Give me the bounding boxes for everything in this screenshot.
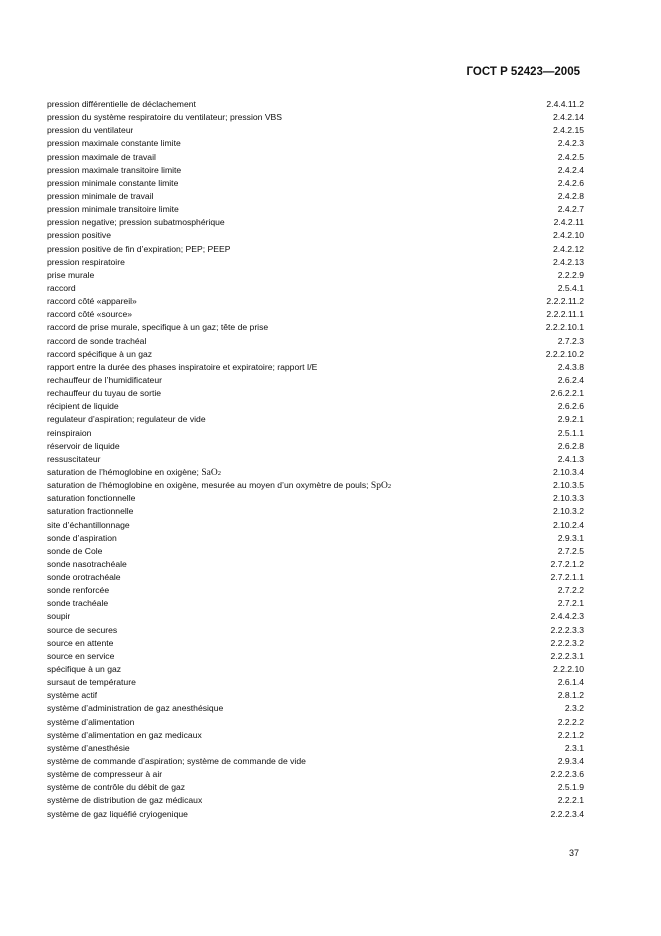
index-entry: [47, 269, 584, 282]
index-reference: 2.4.2.3: [557, 138, 584, 149]
index-reference: 2.4.4.2.3: [550, 611, 584, 622]
index-term: [47, 348, 152, 361]
index-reference: 2.4.2.5: [557, 151, 584, 162]
formula-base: SaO: [201, 467, 218, 478]
index-entry: [47, 387, 584, 400]
index-term-text: système d’alimentation: [47, 716, 135, 727]
index-reference: 2.4.2.7: [557, 204, 584, 215]
index-entry: [47, 650, 584, 663]
index-term-text: pression minimale constante limite: [47, 177, 179, 188]
index-entry: [47, 98, 584, 111]
index-entry: [47, 492, 584, 505]
index-reference: 2.9.2.1: [557, 414, 584, 425]
index-term: [47, 532, 117, 545]
index-term-text: saturation fractionnelle: [47, 506, 134, 517]
index-reference: 2.2.2.11.1: [546, 309, 584, 320]
index-entry: [47, 532, 584, 545]
index-reference: 2.3.2: [564, 703, 584, 714]
index-term: [47, 492, 135, 505]
index-term-text: sonde d’aspiration: [47, 532, 117, 543]
index-reference: 2.7.2.1.1: [550, 572, 584, 583]
index-entry: [47, 427, 584, 440]
index-term-text: raccord côté «source»: [47, 309, 133, 320]
index-term-text: site d’échantillonnage: [47, 519, 130, 530]
index-entry: [47, 348, 584, 361]
index-reference: 2.7.2.5: [557, 545, 584, 556]
index-reference: 2.7.2.2: [557, 585, 584, 596]
index-term-text: regulateur d’aspiration; regulateur de vide: [47, 414, 206, 425]
index-term-text: pression du ventilateur: [47, 125, 134, 136]
index-term-text: sonde de Cole: [47, 545, 103, 556]
index-term: [47, 282, 76, 295]
index-entry: [47, 321, 584, 334]
index-term-text: rapport entre la durée des phases inspiratoire et expiratoire; rapport I/E: [47, 361, 318, 372]
index-term: [47, 361, 317, 374]
index-reference: 2.4.2.8: [557, 190, 584, 201]
index-entry: [47, 164, 584, 177]
index-entry: [47, 689, 584, 702]
index-entry: [47, 597, 584, 610]
index-term-text: pression différentielle de déclachement: [47, 99, 196, 109]
index-term: [47, 755, 306, 768]
index-entry: [47, 203, 584, 216]
index-term: [47, 768, 162, 781]
index-entry: [47, 282, 584, 295]
index-entry: [47, 124, 584, 137]
index-reference: 2.4.2.11: [553, 217, 584, 228]
index-term: [47, 308, 132, 321]
index-entry: [47, 742, 584, 755]
index-entry: [47, 308, 584, 321]
index-entry: [47, 374, 584, 387]
index-term: [47, 190, 154, 203]
index-term: [47, 321, 268, 334]
index-reference: 2.7.2.1.2: [550, 558, 584, 569]
index-reference: 2.2.2.11.2: [546, 296, 584, 307]
index-term-text: pression negative; pression subatmosphérique: [47, 217, 225, 228]
index-term-text: saturation fonctionnelle: [47, 493, 136, 504]
index-term: [47, 374, 162, 387]
index-term: [47, 505, 133, 518]
index-reference: 2.2.2.1: [557, 795, 584, 806]
index-term: [47, 440, 120, 453]
index-reference: 2.4.2.6: [557, 177, 584, 188]
index-entry: [47, 755, 584, 768]
index-term-text: raccord côté «appareil»: [47, 296, 137, 307]
index-term-text: raccord de sonde trachéal: [47, 335, 147, 346]
index-term-text: pression du système respiratoire du ventilateur; pression VBS: [47, 112, 283, 123]
index-reference: 2.4.2.15: [552, 125, 584, 136]
index-entry: [47, 768, 584, 781]
index-term: [47, 400, 119, 413]
index-term-text: pression positive de fin d’expiration; PEP; PEEP: [47, 243, 231, 254]
index-entry: [47, 151, 584, 164]
index-term: [47, 558, 127, 571]
index-entry: [47, 808, 584, 821]
index-term: [47, 702, 223, 715]
index-term: [47, 124, 133, 137]
standard-header: ГОСТ Р 52423—2005: [466, 66, 580, 78]
index-entry: [47, 794, 584, 807]
index-term-text: source de secures: [47, 624, 118, 635]
index-reference: 2.3.1: [564, 742, 584, 753]
index-entry: [47, 610, 584, 623]
index-reference: 2.2.2.10.1: [545, 322, 584, 333]
index-term: [47, 597, 108, 610]
index-term: [47, 216, 225, 229]
page-number: 37: [568, 848, 579, 858]
index-term-text: système d’alimentation en gaz medicaux: [47, 729, 202, 740]
index-entry: [47, 216, 584, 229]
index-entry: [47, 505, 584, 518]
index-entry: [47, 729, 584, 742]
index-term-text: système de commande d’aspiration; système de commande de vide: [47, 756, 306, 767]
index-term-text: source en service: [47, 650, 115, 661]
index-reference: 2.10.3.4: [552, 466, 584, 477]
index-term: [47, 229, 111, 242]
index-entry: [47, 663, 584, 676]
index-entry: [47, 558, 584, 571]
index-term-text: spécifique à un gaz: [47, 664, 122, 675]
index-entry: [47, 440, 584, 453]
index-reference: 2.7.2.3: [557, 335, 584, 346]
index-entry: [47, 243, 584, 256]
index-term: [47, 637, 113, 650]
index-term-text: pression positive: [47, 230, 112, 241]
index-reference: 2.10.3.3: [552, 493, 584, 504]
index-term: [47, 453, 101, 466]
index-entry: [47, 361, 584, 374]
index-term-text: système actif: [47, 690, 98, 701]
index-entry: [47, 190, 584, 203]
index-entry: [47, 466, 584, 479]
index-term-text: pression minimale transitoire limite: [47, 204, 179, 215]
index-term-text: pression maximale transitoire limite: [47, 164, 182, 175]
index-entry: [47, 137, 584, 150]
index-term: [47, 584, 109, 597]
index-term: [47, 177, 178, 190]
index-reference: 2.6.1.4: [557, 677, 584, 688]
index-term: [47, 663, 121, 676]
index-term-text: rechauffeur du tuyau de sortie: [47, 388, 162, 399]
index-reference: 2.4.2.4: [557, 164, 584, 175]
index-term: [47, 111, 282, 124]
index-term: [47, 479, 391, 493]
index-reference: 2.5.4.1: [557, 282, 584, 293]
index-term-text: ressuscitateur: [47, 453, 101, 464]
index-entry: [47, 256, 584, 269]
index-reference: 2.4.4.11.2: [546, 99, 584, 109]
index-reference: 2.4.2.10: [552, 230, 584, 241]
formula-subscript: 2: [387, 483, 392, 491]
index-term-text: raccord spécifique à un gaz: [47, 348, 153, 359]
index-reference: 2.5.1.1: [557, 427, 584, 438]
index-reference: 2.2.2.10.2: [545, 348, 584, 359]
index-term: [47, 151, 156, 164]
index-reference: 2.2.2.2: [557, 716, 584, 727]
index-reference: 2.4.3.8: [557, 361, 584, 372]
index-entry: [47, 413, 584, 426]
index-term: [47, 781, 185, 794]
index-term: [47, 243, 230, 256]
index-reference: 2.2.2.9: [557, 269, 584, 280]
index-term: [47, 98, 196, 111]
index-reference: 2.4.2.14: [552, 112, 584, 123]
index-reference: 2.8.1.2: [557, 690, 584, 701]
index-reference: 2.2.2.3.1: [550, 650, 584, 661]
index-term: [47, 427, 91, 440]
index-term: [47, 650, 114, 663]
index-term-text: système de compresseur à air: [47, 769, 163, 780]
index-term-text: système de contrôle du débit de gaz: [47, 782, 186, 793]
index-reference: 2.9.3.1: [557, 532, 584, 543]
index-term-text: rechauffeur de l’humidificateur: [47, 374, 162, 385]
index-term-text: sursaut de température: [47, 677, 136, 688]
index-reference: 2.4.2.13: [552, 256, 584, 267]
index-term: [47, 466, 221, 480]
index-term: [47, 387, 161, 400]
index-term: [47, 203, 179, 216]
index-entry: [47, 229, 584, 242]
index-term: [47, 716, 134, 729]
chemical-formula: [371, 481, 391, 491]
index-term-text: reinspiraion: [47, 427, 92, 438]
formula-subscript: 2: [217, 469, 221, 477]
index-term-text: prise murale: [47, 269, 95, 280]
index-term: [47, 676, 136, 689]
index-term: [47, 808, 188, 821]
index-term-text: pression minimale de travail: [47, 190, 154, 201]
index-reference: 2.5.1.9: [557, 782, 584, 793]
index-term-text: raccord: [47, 282, 76, 293]
index-term: [47, 137, 181, 150]
index-reference: 2.2.1.2: [557, 729, 584, 740]
index-term-text: récipient de liquide: [47, 401, 119, 412]
index-entry: [47, 637, 584, 650]
index-term: [47, 624, 117, 637]
index-reference: 2.4.2.12: [552, 243, 584, 254]
index-entry: [47, 295, 584, 308]
index-term: [47, 571, 121, 584]
index-term-text: saturation de l’hémoglobine en oxigène;: [47, 466, 202, 477]
index-reference: 2.6.2.6: [557, 401, 584, 412]
chemical-formula: [201, 468, 221, 478]
index-term: [47, 335, 146, 348]
index-term-text: sonde trachéale: [47, 598, 109, 609]
index-entry: [47, 624, 584, 637]
index-term: [47, 269, 94, 282]
index-term-text: sonde renforcée: [47, 585, 110, 596]
index-term-text: source en attente: [47, 637, 114, 648]
index-reference: 2.4.1.3: [557, 453, 584, 464]
index-reference: 2.6.2.4: [557, 374, 584, 385]
index-term-text: sonde orotrachéale: [47, 572, 121, 583]
index-term-text: pression maximale constante limite: [47, 138, 181, 149]
index-entry: [47, 702, 584, 715]
index-term-text: système d’administration de gaz anesthésique: [47, 703, 224, 714]
index-term: [47, 689, 97, 702]
index-entry: [47, 716, 584, 729]
index-term: [47, 729, 202, 742]
index-reference: 2.10.2.4: [552, 519, 584, 530]
index-reference: 2.9.3.4: [557, 756, 584, 767]
index-reference: 2.10.3.2: [552, 506, 584, 517]
index-term-text: système de gaz liquéfié cryiogenique: [47, 808, 188, 819]
index-reference: 2.6.2.2.1: [550, 388, 584, 399]
index-reference: 2.7.2.1: [557, 598, 584, 609]
index-entry: [47, 453, 584, 466]
index-entry: [47, 177, 584, 190]
index-term-text: pression maximale de travail: [47, 151, 156, 162]
index-reference: 2.2.2.3.2: [550, 637, 584, 648]
index-reference: 2.10.3.5: [552, 480, 584, 491]
index-term-text: pression respiratoire: [47, 256, 125, 267]
index-term: [47, 295, 137, 308]
index-entry: [47, 111, 584, 124]
index-term-text: raccord de prise murale, specifique à un gaz; tête de prise: [47, 322, 269, 333]
index-term: [47, 413, 206, 426]
index-entry: [47, 545, 584, 558]
index-term: [47, 164, 181, 177]
index-term: [47, 610, 70, 623]
index-entry: [47, 335, 584, 348]
index-term: [47, 256, 125, 269]
index-reference: 2.2.2.10: [552, 664, 584, 675]
index-term: [47, 794, 202, 807]
index-entry: [47, 781, 584, 794]
index-reference: 2.2.2.3.4: [550, 808, 584, 819]
index-entry: [47, 584, 584, 597]
index-reference: 2.2.2.3.3: [550, 624, 584, 635]
index-entry: [47, 676, 584, 689]
index-term-text: système de distribution de gaz médicaux: [47, 795, 203, 806]
index-term-text: sonde nasotrachéale: [47, 558, 127, 569]
index-term-text: réservoir de liquide: [47, 440, 120, 451]
index-entry: [47, 400, 584, 413]
index-term: [47, 742, 130, 755]
index-entry: [47, 479, 584, 492]
index-term-text: saturation de l’hémoglobine en oxigène, mesurée au moyen d’un oxymètre de pouls;: [47, 480, 371, 491]
index-term-text: soupir: [47, 611, 71, 622]
index-entry: [47, 571, 584, 584]
index-term: [47, 519, 130, 532]
formula-base: SpO: [370, 481, 388, 492]
index-term: [47, 545, 102, 558]
index-reference: 2.6.2.8: [557, 440, 584, 451]
index-reference: 2.2.2.3.6: [550, 769, 584, 780]
index-list: [47, 98, 584, 821]
index-entry: [47, 519, 584, 532]
index-term-text: système d’anesthésie: [47, 742, 130, 753]
